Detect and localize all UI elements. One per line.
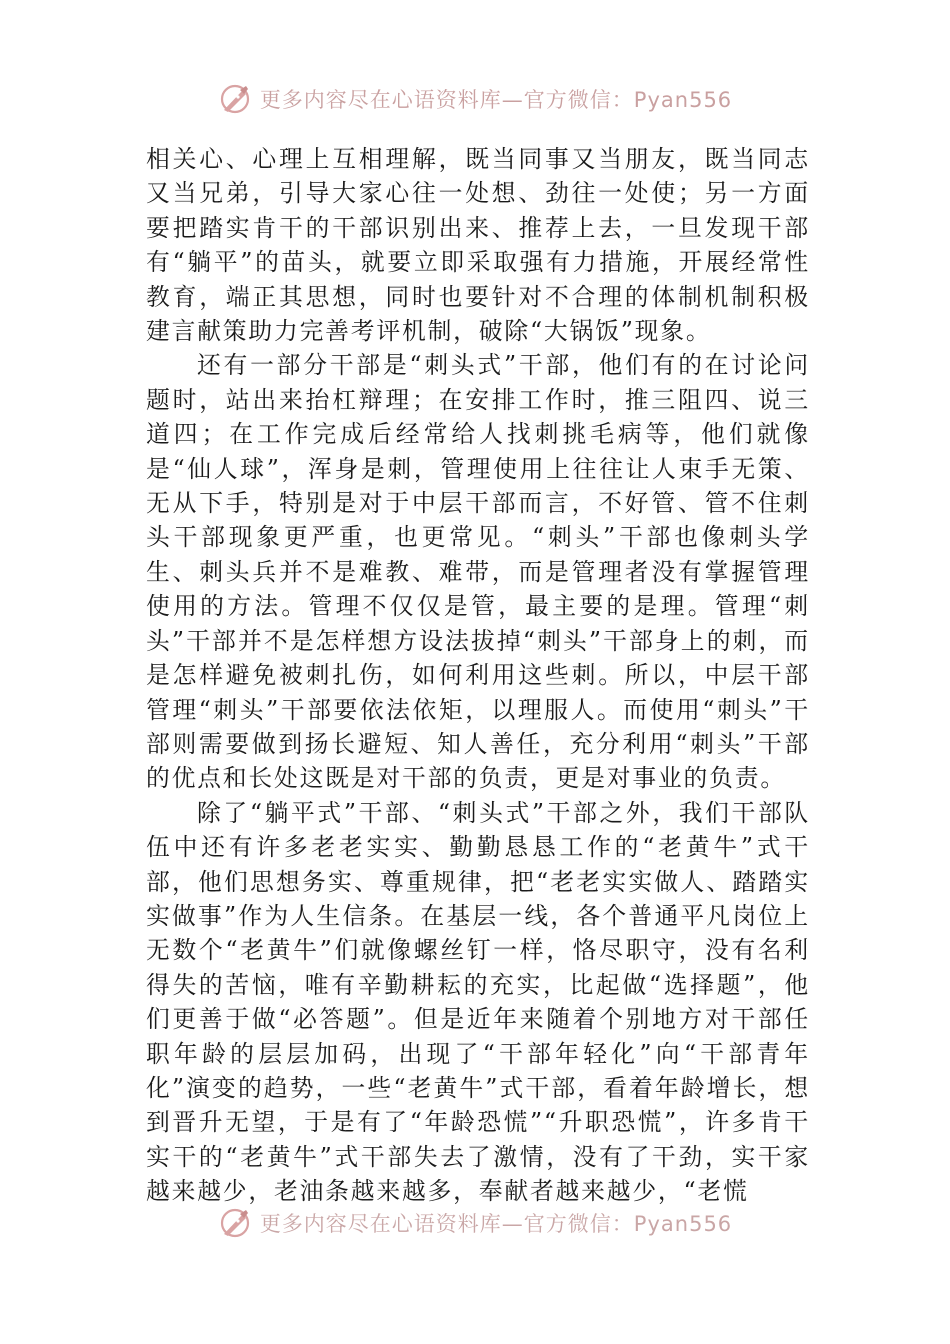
paragraph: 除了“躺平式”干部、“刺头式”干部之外，我们干部队伍中还有许多老老实实、勤勤恳恳工作的“老黄牛”式干部，他们思想务实、尊重规律，把“老老实实做人、踏踏实实做事”作为人生信条。在基层一线，各个普通平凡岗位上无数个“老黄牛”们就像螺丝钉一样，恪尽职守，没有名利得失的苦恼，唯有辛勤耕耘的充实，比起做“选择题”，他们更善于做“必答题”。但是近年来随着个别地方对干部任职年龄的层层加码，出现了“干部年轻化”向“干部青年化”演变的趋势，一些“老黄牛”式干部，看着年龄增长，想到晋升无望，于是有了“年龄恐慌”“升职恐慌”，许多肯干实干的“老黄牛”式干部失去了激情，没有了干劲，实干家越来越少，老油条越来越多，奉献者越来越少，“老慌 — [146, 798, 810, 1206]
paragraph-continued: 相关心、心理上互相理解，既当同事又当朋友，既当同志又当兄弟，引导大家心往一处想、劲往一处使；另一方面要把踏实肯干的干部识别出来、推荐上去，一旦发现干部有“躺平”的苗头，就要立即采取强有力措施，开展经常性教育，端正其思想，同时也要针对不合理的体制机制积极建言献策助力完善考评机制，破除“大锅饭”现象。 — [146, 145, 810, 346]
document-body — [146, 142, 810, 1209]
watermark-header — [0, 82, 950, 116]
paragraph: 还有一部分干部是“刺头式”干部，他们有的在讨论问题时，站出来抬杠辩理；在安排工作时，推三阻四、说三道四；在工作完成后经常给人找刺挑毛病等，他们就像是“仙人球”，浑身是刺，管理使用上往往让人束手无策、无从下手，特别是对于中层干部而言，不好管、管不住刺头干部现象更严重，也更常见。“刺头”干部也像刺头学生、刺头兵并不是难教、难带，而是管理者没有掌握管理使用的方法。管理不仅仅是管，最主要的是理。管理“刺头”干部并不是怎样想方设法拔掉“刺头”干部身上的刺，而是怎样避免被刺扎伤，如何利用这些刺。所以，中层干部管理“刺头”干部要依法依矩，以理服人。而使用“刺头”干部则需要做到扬长避短、知人善任，充分利用“刺头”干部的优点和长处这既是对干部的负责，更是对事业的负责。 — [146, 351, 810, 793]
fountain-pen-logo-icon — [218, 82, 252, 116]
watermark-footer — [0, 1206, 950, 1240]
fountain-pen-logo-icon — [218, 1206, 252, 1240]
watermark-text: 更多内容尽在心语资料库—官方微信：Pyan556 — [259, 88, 733, 112]
watermark-text: 更多内容尽在心语资料库—官方微信：Pyan556 — [259, 1212, 733, 1236]
